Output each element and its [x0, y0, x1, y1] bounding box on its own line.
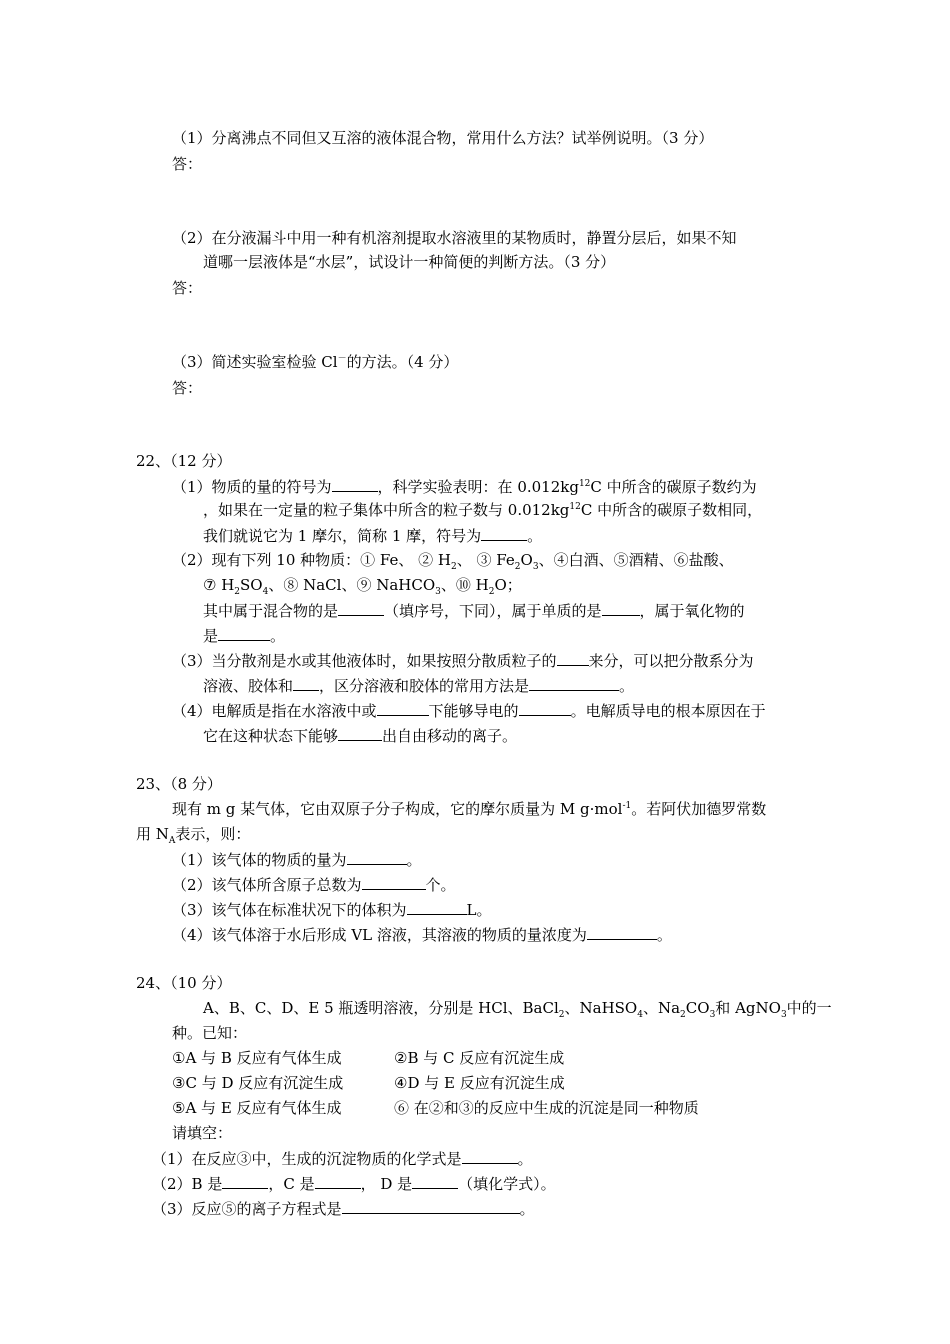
q24-fill-item3: （3）反应⑤的离子方程式是 。 [152, 1200, 535, 1218]
answer-blank[interactable] [338, 725, 382, 741]
answer-blank[interactable] [587, 924, 657, 940]
answer-blank[interactable] [347, 849, 407, 865]
q22-part2-line3: 其中属于混合物的是 （填序号，下同），属于单质的是 ，属于氧化物的 [203, 602, 745, 620]
answer-blank[interactable] [218, 625, 270, 641]
answer-blank[interactable] [602, 600, 640, 616]
answer-blank[interactable] [338, 600, 384, 616]
q24-fill-label: 请填空： [172, 1124, 233, 1142]
answer-blank[interactable] [529, 675, 619, 691]
q23-intro-line2: 用 $N_A$表示，则： [136, 825, 251, 846]
q24-condition-1: ①A 与 B 反应有气体生成 [172, 1049, 342, 1067]
q22-part4-line1: （4）电解质是指在水溶液中或 下能够导电的 。电解质导电的根本原因在于 [172, 702, 766, 720]
answer-blank[interactable] [377, 700, 429, 716]
answer-blank[interactable] [332, 476, 378, 492]
q22-part2-line2: ⑦ $H_2SO_4$、⑧ NaCl、⑨ NaHCO$_3$、⑩ $H_2O$； [203, 576, 522, 597]
answer-blank[interactable] [519, 700, 571, 716]
q21-part3-answer-label: 答： [172, 379, 203, 397]
answer-blank[interactable] [462, 1148, 518, 1164]
q24-condition-2: ②B 与 C 反应有沉淀生成 [394, 1049, 565, 1067]
q21-part2-prompt-line1: （2）在分液漏斗中用一种有机溶剂提取水溶液里的某物质时，静置分层后，如果不知 [172, 229, 737, 247]
answer-blank[interactable] [407, 899, 467, 915]
q24-header: 24、（10 分） [136, 974, 232, 992]
q24-condition-3: ③C 与 D 反应有沉淀生成 [172, 1074, 344, 1092]
q22-part2-line4: 是 。 [203, 627, 286, 645]
q21-part3-prompt: （3）简述实验室检验 Cl－的方法。（4 分） [172, 353, 459, 371]
q24-condition-6: ⑥ 在②和③的反应中生成的沉淀是同一种物质 [394, 1099, 699, 1117]
q24-condition-5: ⑤A 与 E 反应有气体生成 [172, 1099, 342, 1117]
q22-part2-line1: （2）现有下列 10 种物质：① Fe、 ② $H_2$、 ③ $Fe_2O_3$、④白酒、⑤酒精、⑥盐酸、 [172, 551, 734, 572]
q24-fill-item1: （1）在反应③中，生成的沉淀物质的化学式是 。 [152, 1150, 533, 1168]
q21-part2-answer-label: 答： [172, 279, 203, 297]
q24-intro-line2: 种。已知： [172, 1024, 248, 1042]
q23-header: 23、（8 分） [136, 775, 222, 793]
answer-blank[interactable] [342, 1198, 520, 1214]
q23-item4: （4）该气体溶于水后形成 VL 溶液，其溶液的物质的量浓度为 。 [172, 926, 672, 944]
q21-part1-answer-label: 答： [172, 155, 203, 173]
q22-part4-line2: 它在这种状态下能够 出自由移动的离子。 [203, 727, 518, 745]
q24-intro-line1: A、B、C、D、E 5 瓶透明溶液，分别是 HCl、BaCl$_2$、NaHSO$_4$、$Na_2CO_3$和 AgNO$_3$中的一 [203, 999, 832, 1020]
answer-blank[interactable] [557, 650, 589, 666]
answer-blank[interactable] [315, 1173, 361, 1189]
q22-header: 22、（12 分） [136, 452, 232, 470]
q23-item1: （1）该气体的物质的量为 。 [172, 851, 422, 869]
q23-item2: （2）该气体所含原子总数为 个。 [172, 876, 456, 894]
q21-part1-prompt: （1）分离沸点不同但又互溶的液体混合物，常用什么方法？试举例说明。（3 分） [172, 129, 714, 147]
q22-part3-line2: 溶液、胶体和 ，区分溶液和胶体的常用方法是 。 [203, 677, 635, 695]
answer-blank[interactable] [481, 525, 527, 541]
q22-part1-line3: 我们就说它为 1 摩尔，简称 1 摩，符号为 。 [203, 527, 543, 545]
answer-blank[interactable] [362, 874, 426, 890]
q23-intro-line1: 现有 m g 某气体，它由双原子分子构成，它的摩尔质量为 M g·mol$^{-1}$。若阿伏加德罗常数 [172, 800, 767, 818]
answer-blank[interactable] [412, 1173, 458, 1189]
q22-part1-line2: ，如果在一定量的粒子集体中所含的粒子数与 $0.012kg^{12}C$ 中所含的碳原子数相同， [203, 501, 763, 519]
q24-fill-item2: （2）B 是 ，C 是 ， D 是 （填化学式）。 [152, 1175, 556, 1193]
q22-part3-line1: （3）当分散剂是水或其他液体时，如果按照分散质粒子的 来分，可以把分散系分为 [172, 652, 754, 670]
q24-condition-4: ④D 与 E 反应有沉淀生成 [394, 1074, 565, 1092]
answer-blank[interactable] [293, 675, 319, 691]
q22-part1-line1: （1）物质的量的符号为 ，科学实验表明：在 $0.012kg^{12}C$ 中所含的碳原子数约为 [172, 478, 757, 496]
q23-item3: （3）该气体在标准状况下的体积为 L。 [172, 901, 492, 919]
answer-blank[interactable] [222, 1173, 268, 1189]
q21-part2-prompt-line2: 道哪一层液体是“水层”，试设计一种简便的判断方法。（3 分） [203, 253, 616, 271]
